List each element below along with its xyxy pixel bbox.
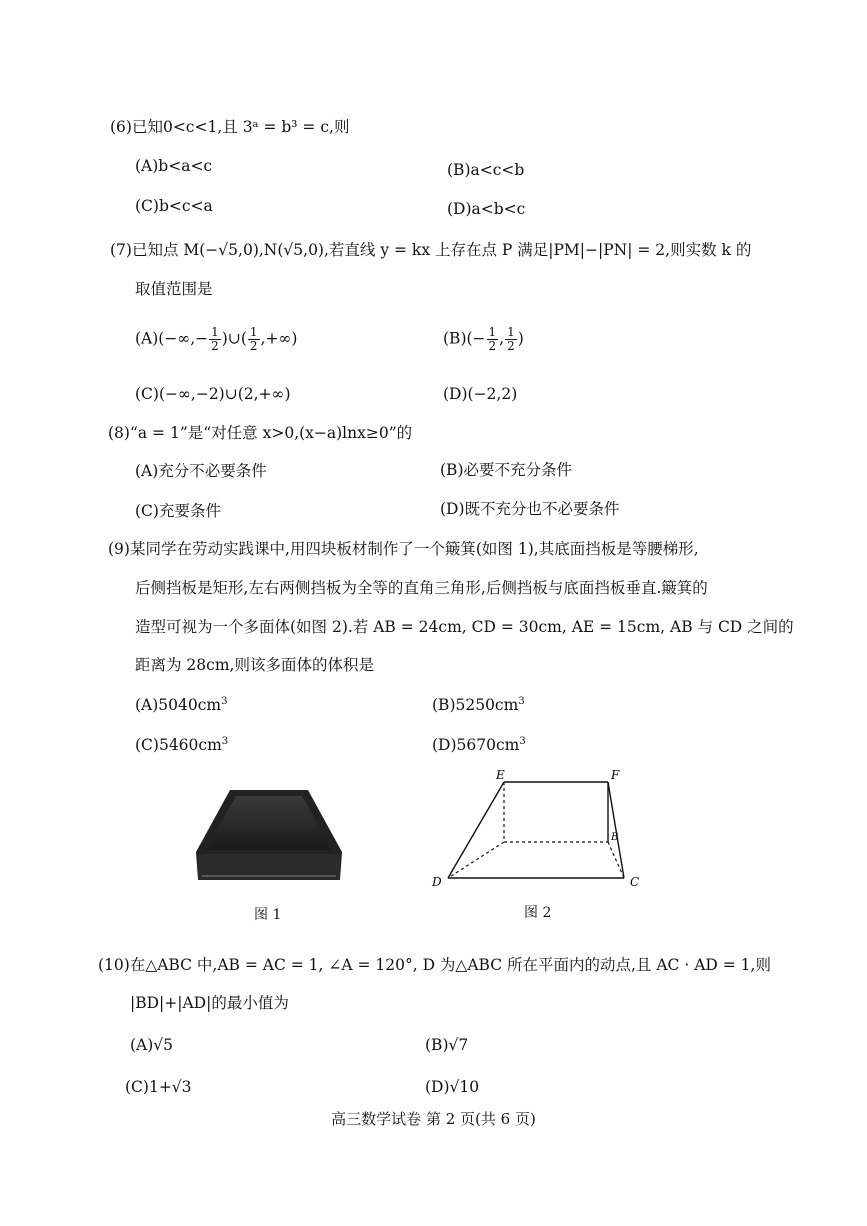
label-e: E [496, 768, 505, 782]
q6-option-d: (D)a<b<c [447, 200, 526, 218]
q10-stem-line2: |BD|+|AD|的最小值为 [130, 994, 289, 1012]
q9-option-a: $(A)5040cm^3$ [135, 696, 228, 715]
fraction-half: $\frac{1}{2}$ [249, 325, 258, 353]
q10-option-a: (A)√5 [130, 1036, 174, 1054]
q6-stem: (6)已知0<c<1,且 3ᵃ = b³ = c,则 [110, 118, 350, 136]
label-c: C [630, 875, 640, 889]
figure-1-caption: 图 1 [254, 907, 282, 923]
q9-option-c: $(C)5460cm^3$ [135, 736, 229, 755]
q7-option-c: (C)(−∞,−2)∪(2,+∞) [135, 385, 291, 403]
q9-stem-line4: 距离为 28cm,则该多面体的体积是 [135, 656, 374, 674]
q7-option-a: (A)(−∞,− $\frac{1}{2}$ )∪( $\frac{1}{2}$ ,+∞) [135, 325, 298, 353]
q9-option-b: $(B)5250cm^3$ [432, 696, 525, 715]
q8-stem: (8)“a = 1”是“对任意 x>0,(x−a)lnx≥0”的 [108, 424, 413, 442]
q9-stem-line2: 后侧挡板是矩形,左右两侧挡板为全等的直角三角形,后侧挡板与底面挡板垂直.簸箕的 [135, 579, 708, 597]
q8-option-c: (C)充要条件 [135, 502, 221, 520]
q7-stem-line1: (7)已知点 M(−√5,0),N(√5,0),若直线 y = kx 上存在点 P 满足|PM|−|PN| = 2,则实数 k 的 [110, 241, 752, 259]
q6-option-b: (B)a<c<b [447, 161, 525, 179]
q6-option-c: (C)b<c<a [135, 197, 213, 215]
page-footer: 高三数学试卷 第 2 页(共 6 页) [331, 1110, 536, 1128]
figure-2-caption: 图 2 [524, 905, 552, 921]
q7-option-d: (D)(−2,2) [443, 385, 518, 403]
q7-stem-line2: 取值范围是 [135, 280, 213, 298]
label-d: D [432, 875, 442, 889]
q10-option-d: (D)√10 [425, 1078, 480, 1096]
q6-option-a: (A)b<a<c [135, 157, 213, 175]
figure-2-polyhedron-diagram [428, 766, 648, 896]
fraction-half: $\frac{1}{2}$ [211, 325, 219, 353]
q9-option-d: $(D)5670cm^3$ [432, 736, 526, 755]
q10-option-b: (B)√7 [425, 1036, 469, 1054]
fraction-half: $\frac{1}{2}$ [507, 325, 515, 353]
q9-stem-line3: 造型可视为一个多面体(如图 2).若 AB = 24cm, CD = 30cm, AE = 15cm, AB 与 CD 之间的 [135, 618, 794, 636]
q8-option-a: (A)充分不必要条件 [135, 462, 267, 480]
q10-stem-line1: (10)在△ABC 中,AB = AC = 1, ∠A = 120°, D 为△ABC 所在平面内的动点,且 AC · AD = 1,则 [98, 956, 771, 974]
fraction-half: $\frac{1}{2}$ [488, 325, 497, 353]
q8-option-d: (D)既不充分也不必要条件 [440, 500, 620, 518]
figure-1-dustpan-photo [196, 788, 342, 884]
q7-option-b: (B)(− $\frac{1}{2}$ , $\frac{1}{2}$ ) [443, 325, 524, 353]
label-f: F [611, 768, 620, 782]
q10-option-c: (C)1+√3 [125, 1078, 192, 1096]
q9-stem-line1: (9)某同学在劳动实践课中,用四块板材制作了一个簸箕(如图 1),其底面挡板是等腰梯形, [108, 540, 699, 558]
q8-option-b: (B)必要不充分条件 [440, 461, 572, 479]
label-b: B [611, 832, 619, 843]
